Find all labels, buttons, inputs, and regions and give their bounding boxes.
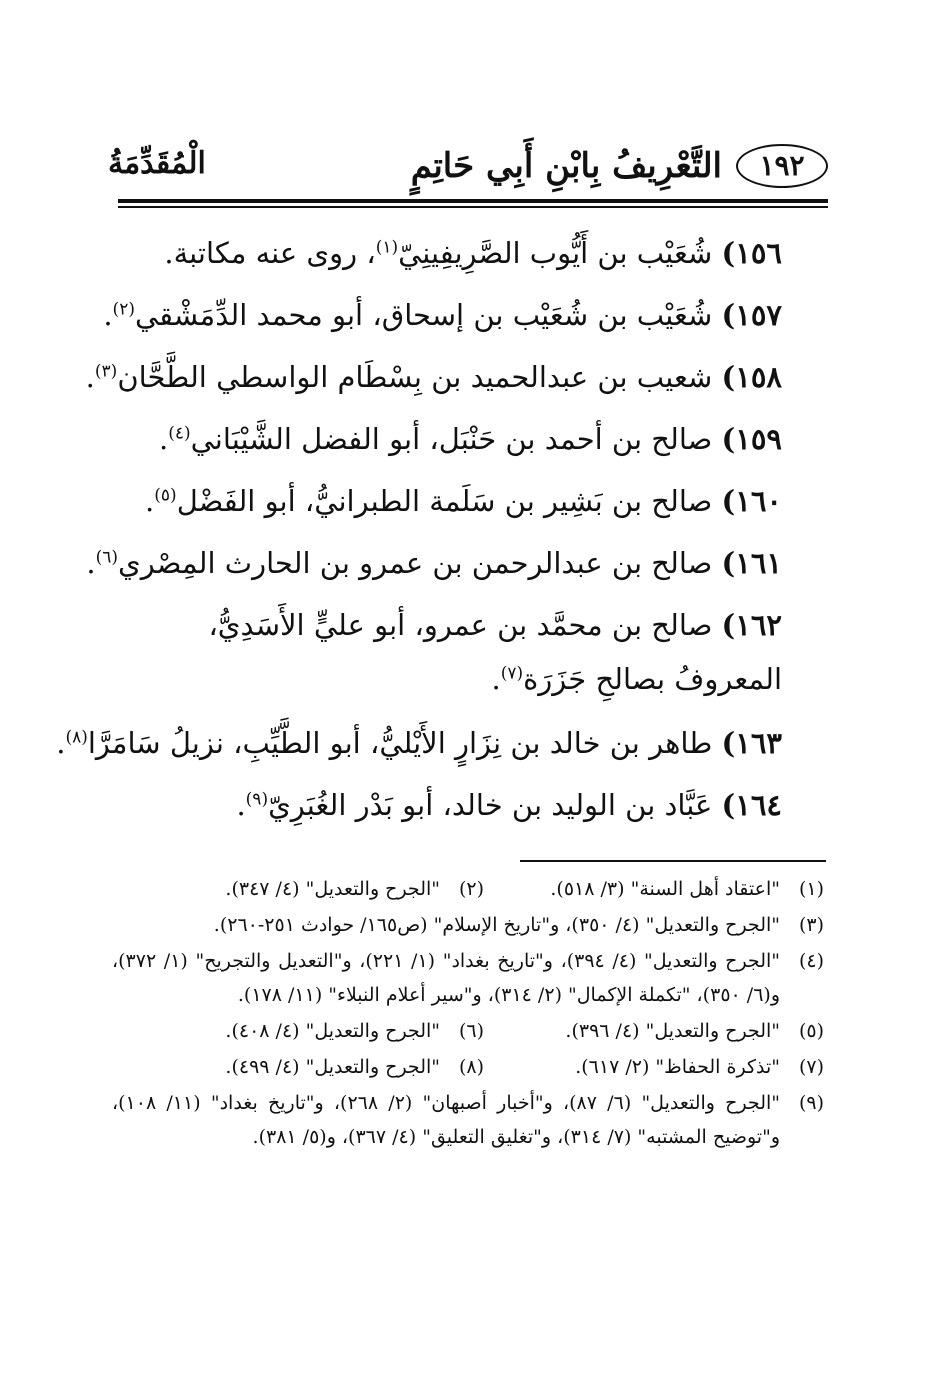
footnote-row (112, 872, 824, 906)
entry-number: ١٦٣) (721, 726, 782, 760)
entry-text: عَبَّاد بن الوليد بن خالد، أبو بَدْر الغُبَرِيّ (268, 788, 713, 822)
footnote-row (112, 1014, 824, 1048)
entry-tail: . (491, 662, 501, 696)
entry-162 (102, 598, 782, 706)
entry-text: شُعَيْب بن شُعَيْب بن إسحاق، أبو محمد الدِّمَشْقي (134, 298, 713, 332)
footnote-ref[interactable]: (٥) (154, 485, 177, 506)
entry-text: صالح بن محمَّد بن عمرو، أبو عليٍّ الأَسَدِيُّ، المعروفُ بصالحِ جَزَرَة (208, 608, 782, 696)
entry-text: صالح بن أحمد بن حَنْبَل، أبو الفضل الشَّيْبَاني (190, 422, 713, 456)
footnote-separator (520, 860, 826, 862)
footnote-2 (144, 872, 484, 906)
footnote-text: "الجرح والتعديل" (٦/ ٨٧)، و"أخبار أصبهان" (٢/ ٢٦٨)، و"تاريخ بغداد" (١١/ ١٠٨)، و"توضيح المشتبه" (٧/ ٣١٤)، و"تغليق التعليق" (٤/ ٣٦٧)، و(٥/ ٣٨١). (112, 1092, 781, 1148)
entry-tail: ، روى عنه مكاتبة. (164, 236, 376, 270)
footnote-row (112, 1086, 824, 1154)
entry-number: ١٦٠) (721, 484, 782, 518)
entry-157 (102, 284, 782, 346)
entry-163 (56, 712, 782, 774)
entry-text: شُعَيْب بن أَيُّوب الصَّرِيفِينِيّ (398, 236, 713, 270)
footnote-number: (٥) (798, 1020, 824, 1042)
entry-tail: . (86, 546, 96, 580)
footnote-text: "الجرح والتعديل" (٤/ ٣٩٤)، و"تاريخ بغداد" (١/ ٢٢١)، و"التعديل والتجريح" (١/ ٣٧٢)، و(٦/ ٣٥٠)، "تكملة الإكمال" (٢/ ٣١٤)، و"سير أعلام النبلاء" (١١/ ١٧٨). (112, 950, 781, 1006)
footnote-4 (112, 944, 824, 1012)
footnote-ref[interactable]: (٩) (245, 789, 269, 810)
entry-number: ١٥٨) (721, 360, 782, 394)
entry-list (56, 222, 782, 836)
entry-158 (85, 346, 782, 408)
footnote-row (112, 944, 824, 1012)
footnote-text: "اعتقاد أهل السنة" (٣/ ٥١٨). (550, 878, 780, 900)
footnote-ref[interactable]: (٧) (500, 663, 524, 684)
entry-text: صالح بن عبدالرحمن بن عمرو بن الحارث المِصْري (118, 546, 713, 580)
entry-number: ١٥٦) (721, 236, 782, 270)
entry-tail: . (103, 298, 113, 332)
footnote-9 (112, 1086, 824, 1154)
footnote-text: "الجرح والتعديل" (٤/ ٣٩٦). (565, 1020, 780, 1042)
entry-156 (102, 222, 782, 284)
entry-159 (102, 408, 782, 470)
footnote-5 (484, 1014, 824, 1048)
entry-160 (102, 470, 782, 532)
footnote-number: (٩) (798, 1092, 824, 1114)
header-rule-thin (118, 206, 828, 208)
footnote-text: "الجرح والتعديل" (٤/ ٤٩٩). (225, 1056, 440, 1078)
page-header (108, 140, 828, 196)
footnote-ref[interactable]: (٣) (94, 361, 118, 382)
footnote-7 (484, 1050, 824, 1084)
footnote-text: "الجرح والتعديل" (٤/ ٣٥٠)، و"تاريخ الإسلام" (ص١٦٥/ حوادث ٢٥١-٢٦٠). (213, 914, 780, 936)
footnote-number: (٧) (798, 1056, 824, 1078)
footnote-8 (144, 1050, 484, 1084)
entry-tail: . (158, 422, 169, 456)
entry-tail: . (236, 788, 246, 822)
entry-tail: . (145, 484, 155, 518)
entry-number: ١٦١) (721, 546, 782, 580)
footnote-number: (٦) (458, 1020, 484, 1042)
footnote-text: "الجرح والتعديل" (٤/ ٤٠٨). (225, 1020, 440, 1042)
entry-number: ١٦٤) (721, 788, 782, 822)
footnote-number: (٤) (798, 950, 824, 972)
section-title: الْمُقَدِّمَةُ (108, 146, 206, 181)
entry-text: صالح بن بَشِير بن سَلَمة الطبرانيُّ، أبو الفَضْل (176, 484, 713, 518)
footnote-row (112, 1050, 824, 1084)
entry-number: ١٥٩) (721, 422, 782, 456)
footnote-number: (٢) (458, 878, 484, 900)
footnote-3 (112, 908, 824, 942)
footnote-text: "الجرح والتعديل" (٤/ ٣٤٧). (225, 878, 440, 900)
footnote-ref[interactable]: (٦) (95, 547, 119, 568)
entry-tail: . (56, 726, 66, 760)
footnote-ref[interactable]: (٤) (168, 423, 191, 444)
entry-164 (102, 774, 782, 836)
footnote-1 (484, 872, 824, 906)
footnote-ref[interactable]: (١) (375, 237, 399, 258)
header-rule (118, 199, 828, 203)
footnote-number: (٣) (798, 914, 824, 936)
footnote-row (112, 908, 824, 942)
entry-number: ١٥٧) (721, 298, 782, 332)
entry-tail: . (85, 360, 95, 394)
book-title: التَّعْرِيفُ بِابْنِ أَبِي حَاتِمٍ (410, 146, 722, 186)
footnote-ref[interactable]: (٢) (112, 299, 135, 320)
footnote-6 (144, 1014, 484, 1048)
page-number: ١٩٢ (736, 144, 828, 188)
footnote-text: "تذكرة الحفاظ" (٢/ ٦١٧). (575, 1056, 780, 1078)
footnotes (112, 872, 824, 1156)
entry-text: شعيب بن عبدالحميد بن بِسْطَام الواسطي الطَّحَّان (117, 360, 713, 394)
entry-text: طاهر بن خالد بن نِزَارٍ الأَيْليُّ، أبو الطَّيِّبِ، نزيلُ سَامَرَّا (87, 726, 713, 760)
footnote-number: (١) (798, 878, 824, 900)
footnote-number: (٨) (458, 1056, 484, 1078)
entry-number: ١٦٢) (721, 608, 782, 642)
entry-161 (86, 532, 782, 594)
footnote-ref[interactable]: (٨) (65, 727, 88, 748)
